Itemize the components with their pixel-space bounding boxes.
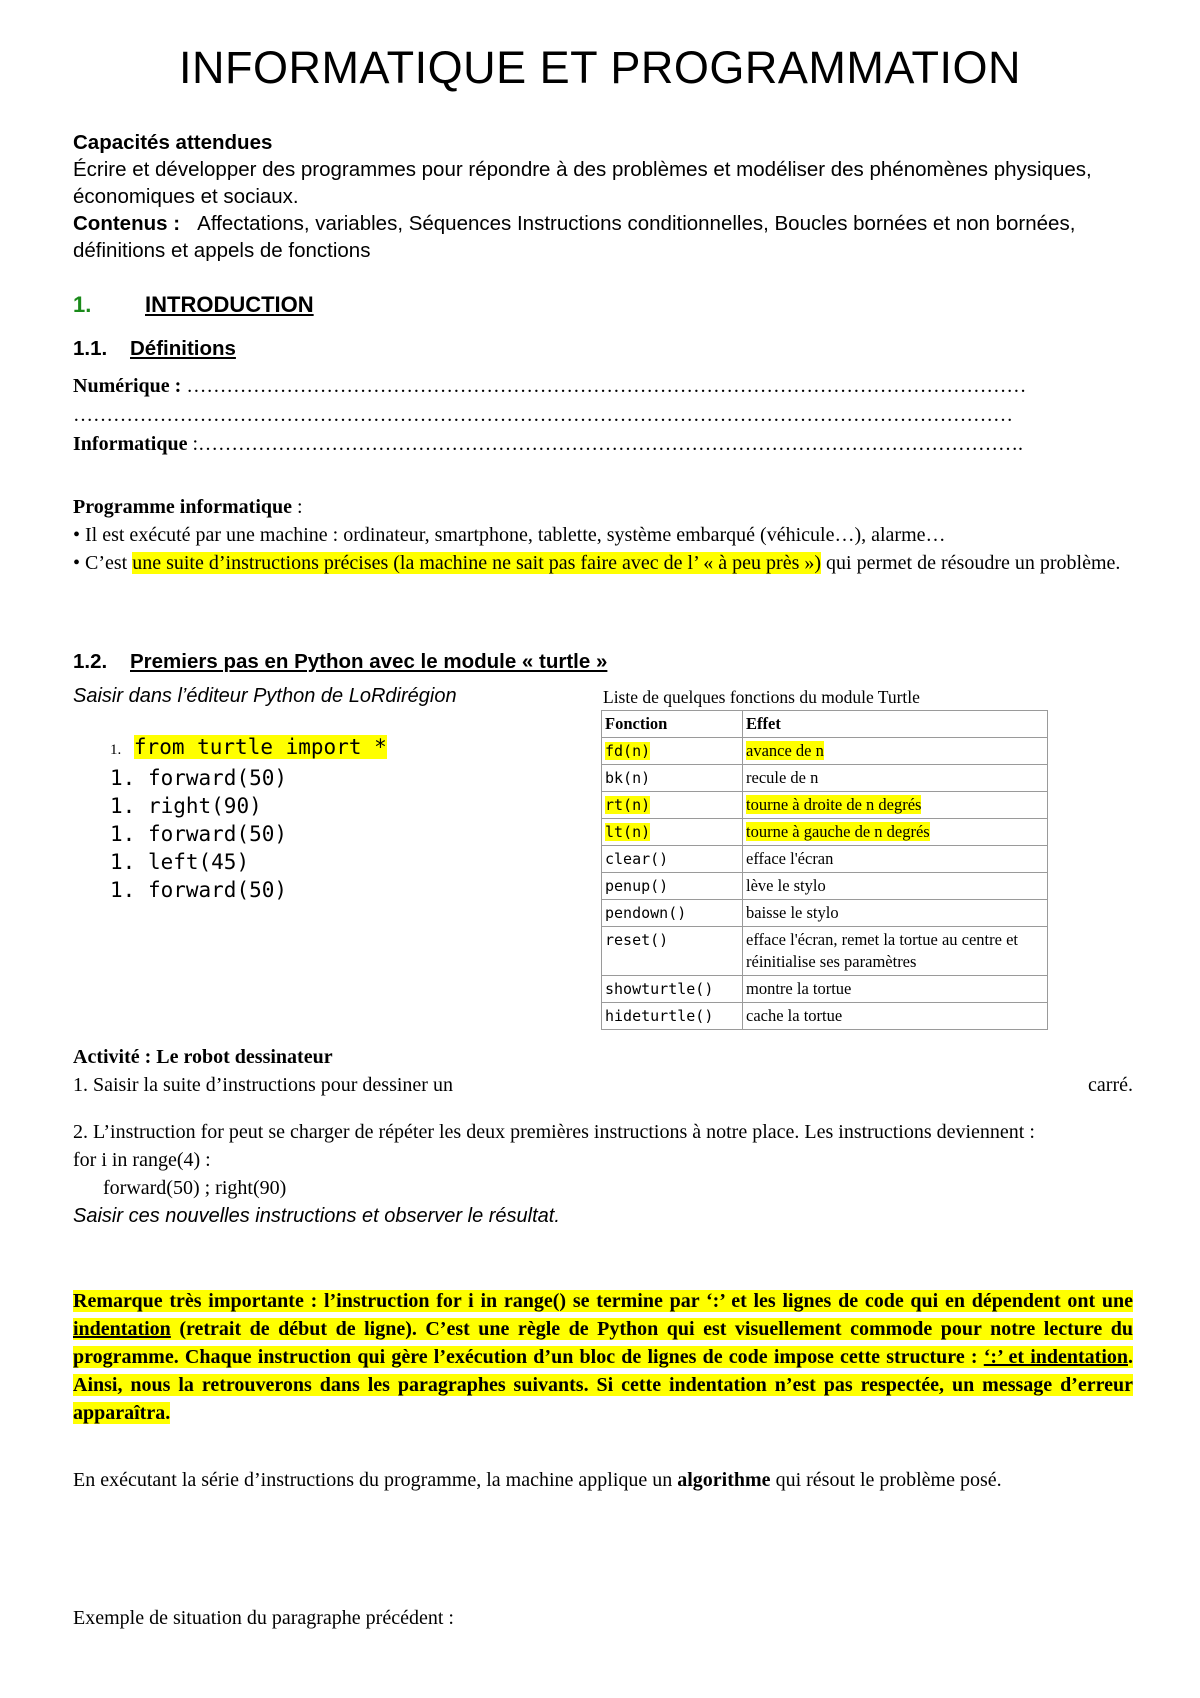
capacites-block	[73, 129, 1133, 264]
function-cell	[602, 738, 743, 765]
header-fonction: Fonction	[602, 711, 743, 738]
function-name: lt(n)	[605, 823, 651, 841]
numerique-label: Numérique :	[73, 375, 182, 397]
code-line-text: right(90)	[147, 794, 262, 818]
contenus-label: Contenus :	[73, 212, 181, 235]
effect-cell	[743, 900, 1048, 927]
effect-cell	[743, 792, 1048, 819]
for-line: for i in range(4) :	[73, 1149, 211, 1171]
document-title: INFORMATIQUE ET PROGRAMMATION	[178, 42, 1021, 93]
section-number: 1.1.	[73, 337, 108, 360]
section-heading-1	[73, 292, 314, 318]
algorithme-paragraph	[73, 1466, 1133, 1494]
function-cell	[602, 927, 743, 976]
remarque-text-3: . Ainsi, nous la retrouverons dans les paragraphes suivants. Si cette indentation n’est pas respectée, un message d’erreur apparaîtra.	[73, 1346, 1133, 1424]
function-name: reset()	[605, 931, 669, 949]
effect-text: efface l'écran, remet la tortue au centre et réinitialise ses paramètres	[746, 930, 1018, 971]
table-row	[602, 846, 1048, 873]
section-number: 1.2.	[73, 650, 108, 673]
code-line	[110, 792, 387, 820]
remarque-indentation: indentation	[73, 1318, 171, 1340]
function-cell	[602, 819, 743, 846]
function-cell	[602, 976, 743, 1003]
capacites-heading: Capacités attendues	[73, 131, 273, 154]
function-name: fd(n)	[605, 742, 651, 760]
code-line	[110, 733, 387, 764]
contenus-line	[73, 210, 1133, 264]
table-row	[602, 927, 1048, 976]
code-line-text: left(45)	[147, 850, 250, 874]
algo-bold: algorithme	[677, 1469, 771, 1491]
activite-part-2	[73, 1118, 1133, 1230]
activite-label: Activité : Le robot dessinateur	[73, 1046, 333, 1068]
definitions-block	[73, 372, 1073, 459]
effect-cell	[743, 819, 1048, 846]
code-line	[110, 820, 387, 848]
bullet2-post: qui permet de résoudre un problème.	[821, 552, 1121, 574]
table-row	[602, 738, 1048, 765]
remarque-block	[73, 1287, 1133, 1427]
exemple-line: Exemple de situation du paragraphe précédent :	[73, 1607, 454, 1629]
programme-bullet-2	[73, 549, 1133, 577]
table-row	[602, 765, 1048, 792]
effect-text: tourne à gauche de n degrés	[746, 822, 930, 841]
remarque-colon-indentation: ‘:’ et indentation	[983, 1346, 1128, 1368]
function-cell	[602, 792, 743, 819]
effect-cell	[743, 927, 1048, 976]
activite-line-1: 1. Saisir la suite d’instructions pour dessiner un	[73, 1074, 453, 1096]
section-title: Premiers pas en Python avec le module « turtle »	[130, 650, 608, 673]
table-header-row	[602, 711, 1048, 738]
section-heading-1-2	[73, 650, 607, 674]
effect-cell	[743, 1003, 1048, 1030]
code-listing	[110, 733, 387, 904]
table-row	[602, 1003, 1048, 1030]
algo-post: qui résout le problème posé.	[770, 1469, 1002, 1491]
section-title: INTRODUCTION	[145, 292, 314, 317]
code-line-number: 1.	[110, 766, 136, 790]
section-title: Définitions	[130, 337, 236, 360]
numerique-fill-line: ………………………………………………………………………………………………………………	[186, 375, 1027, 397]
effect-cell	[743, 976, 1048, 1003]
bullet2-highlight: une suite d’instructions précises (la machine ne sait pas faire avec de l’ « à peu près »)	[132, 552, 822, 574]
turtle-functions-table	[601, 710, 1048, 1030]
function-name: showturtle()	[605, 980, 714, 998]
table-row	[602, 819, 1048, 846]
code-line	[110, 764, 387, 792]
code-line-text: forward(50)	[147, 878, 288, 902]
effect-text: lève le stylo	[746, 876, 826, 895]
code-line-number: 1.	[110, 794, 136, 818]
code-line-text: forward(50)	[147, 822, 288, 846]
effect-text: recule de n	[746, 768, 819, 787]
effect-text: efface l'écran	[746, 849, 834, 868]
effect-text: montre la tortue	[746, 979, 852, 998]
table-row	[602, 873, 1048, 900]
section-heading-1-1	[73, 337, 236, 361]
programme-colon: :	[292, 496, 303, 518]
code-line-text: from turtle import *	[133, 735, 387, 759]
code-line	[110, 848, 387, 876]
capacites-text: Écrire et développer des programmes pour répondre à des problèmes et modéliser des phénomènes physiques, économiques et sociaux.	[73, 158, 1092, 208]
code-line-number: 1.	[110, 742, 122, 758]
code-line-number: 1.	[110, 850, 136, 874]
code-line-text: forward(50)	[147, 766, 288, 790]
effect-text: baisse le stylo	[746, 903, 839, 922]
effect-cell	[743, 873, 1048, 900]
contenus-text: Affectations, variables, Séquences Instructions conditionnelles, Boucles bornées et non bornées, définitions et appels de fonctions	[73, 212, 1076, 262]
function-cell	[602, 873, 743, 900]
code-line	[110, 876, 387, 904]
algo-pre: En exécutant la série d’instructions du programme, la machine applique un	[73, 1469, 678, 1491]
effect-text: avance de n	[746, 741, 824, 760]
code-line-number: 1.	[110, 878, 136, 902]
table-row	[602, 792, 1048, 819]
table-caption: Liste de quelques fonctions du module Turtle	[603, 687, 920, 707]
section-number: 1.	[73, 292, 92, 317]
effect-text: cache la tortue	[746, 1006, 843, 1025]
remarque-text-1: Remarque très importante : l’instruction for i in range() se termine par ‘:’ et les lignes de code qui en dépendent ont une	[73, 1290, 1133, 1312]
for-explanation: 2. L’instruction for peut se charger de répéter les deux premières instructions à notre place. Les instructions deviennent :	[73, 1121, 1035, 1143]
function-cell	[602, 765, 743, 792]
saisir-observer: Saisir ces nouvelles instructions et observer le résultat.	[73, 1205, 560, 1227]
activite-line-1-end: carré.	[1088, 1074, 1133, 1096]
bullet2-pre: • C’est	[73, 552, 133, 574]
informatique-label: Informatique	[73, 433, 188, 455]
saisir-instruction: Saisir dans l’éditeur Python de LoRdirégion	[73, 685, 457, 707]
header-effet: Effet	[743, 711, 1048, 738]
programme-label: Programme informatique	[73, 496, 293, 518]
function-name: rt(n)	[605, 796, 651, 814]
remarque-text-2: (retrait de début de ligne). C’est une règle de Python qui est visuellement commode pour notre lecture du programme. Chaque instruction qui gère l’exécution d’un bloc de lignes de code impose cette structure :	[73, 1318, 1133, 1368]
function-cell	[602, 846, 743, 873]
programme-block	[73, 493, 1133, 577]
function-name: clear()	[605, 850, 669, 868]
for-body-line: forward(50) ; right(90)	[103, 1177, 287, 1199]
effect-text: tourne à droite de n degrés	[746, 795, 922, 814]
effect-cell	[743, 846, 1048, 873]
fill-line: ……………………………………………………………………………………………………………………………	[73, 404, 1013, 426]
function-cell	[602, 900, 743, 927]
effect-cell	[743, 738, 1048, 765]
table-row	[602, 976, 1048, 1003]
table-row	[602, 900, 1048, 927]
function-name: pendown()	[605, 904, 687, 922]
function-cell	[602, 1003, 743, 1030]
informatique-fill-line: :…………………………………………………………………………………………………………….	[192, 433, 1024, 455]
activite-block	[73, 1043, 1133, 1099]
code-line-number: 1.	[110, 822, 136, 846]
effect-cell	[743, 765, 1048, 792]
programme-bullet-1: • Il est exécuté par une machine : ordinateur, smartphone, tablette, système embarqué (véhicule…), alarme…	[73, 524, 946, 546]
function-name: hideturtle()	[605, 1007, 714, 1025]
function-name: bk(n)	[605, 769, 651, 787]
function-name: penup()	[605, 877, 669, 895]
